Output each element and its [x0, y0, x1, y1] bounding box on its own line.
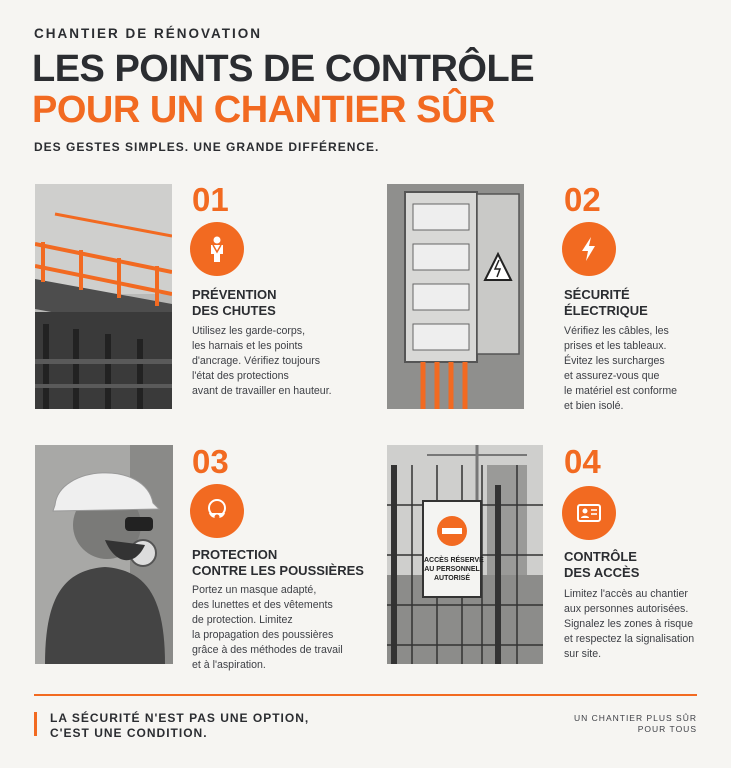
- guardrail-photo: [35, 184, 172, 409]
- eyebrow: CHANTIER DE RÉNOVATION: [34, 26, 263, 41]
- footer-tagline: UN CHANTIER PLUS SÛR POUR TOUS: [574, 713, 697, 734]
- card-number-04: 04: [564, 443, 601, 480]
- restricted-access-gate-photo: [387, 445, 543, 664]
- card-body-01: Utilisez les garde-corps, les harnais et les points d'ancrage. Vérifiez toujours l'état des protections avant de travailler en hauteur.: [192, 325, 332, 397]
- lightning-bolt-icon: [562, 222, 616, 276]
- worker-mask-photo: [35, 445, 173, 664]
- dust-mask-icon: [190, 484, 244, 538]
- card-title-04: CONTRÔLE DES ACCÈS: [564, 549, 640, 580]
- card-number-03: 03: [192, 443, 229, 480]
- tagline: DES GESTES SIMPLES. UNE GRANDE DIFFÉRENCE.: [34, 140, 380, 154]
- footer-slogan: LA SÉCURITÉ N'EST PAS UNE OPTION, C'EST UNE CONDITION.: [50, 711, 310, 740]
- card-body-02: Vérifiez les câbles, les prises et les tableaux. Évitez les surcharges et assurez-vous que le matériel est conforme et bien isolé.: [564, 325, 678, 412]
- footer-accent-bar: [34, 712, 37, 736]
- card-title-01: PRÉVENTION DES CHUTES: [192, 287, 277, 318]
- footer-divider: [34, 694, 697, 696]
- card-number-01: 01: [192, 181, 229, 218]
- page-title-line2: POUR UN CHANTIER SÛR: [32, 89, 495, 131]
- id-badge-icon: [562, 486, 616, 540]
- card-title-02: SÉCURITÉ ÉLECTRIQUE: [564, 287, 648, 318]
- card-body-04: Limitez l'accès au chantier aux personnes autorisées. Signalez les zones à risque et respectez la signalisation sur site.: [564, 588, 695, 660]
- card-body-03: Portez un masque adapté, des lunettes et des vêtements de protection. Limitez la propagation des poussières grâce à des méthodes de travail et à l'aspiration.: [192, 584, 343, 671]
- card-number-02: 02: [564, 181, 601, 218]
- card-title-03: PROTECTION CONTRE LES POUSSIÈRES: [192, 547, 364, 578]
- page-title-line1: LES POINTS DE CONTRÔLE: [32, 48, 535, 90]
- electrical-panel-photo: [387, 184, 524, 409]
- worker-harness-icon: [190, 222, 244, 276]
- access-sign-text: ACCÈS RÉSERVÉ AU PERSONNEL AUTORISÉ: [424, 557, 484, 582]
